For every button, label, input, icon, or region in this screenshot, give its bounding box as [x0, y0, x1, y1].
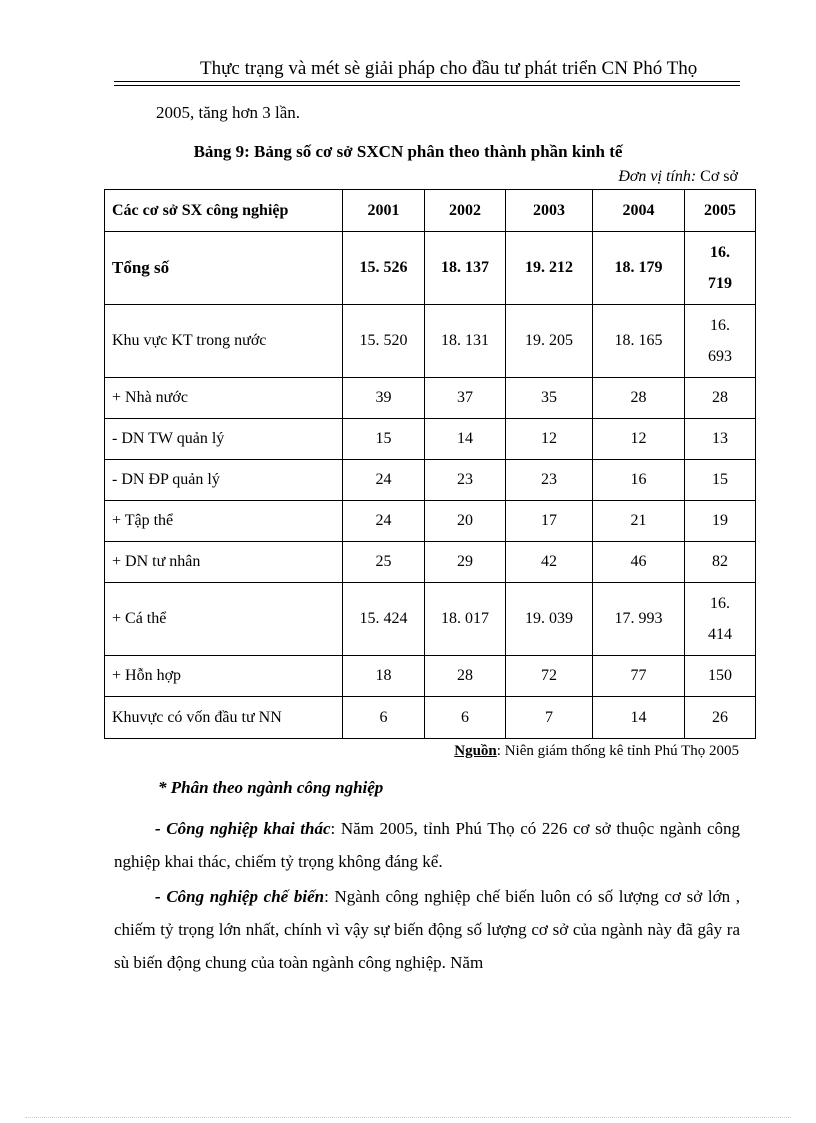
row-label: Tổng số — [105, 232, 343, 305]
source-text: : Niên giám thống kê tỉnh Phú Thọ 2005 — [496, 743, 739, 759]
table-cell: 23 — [425, 460, 506, 501]
unit-note — [618, 168, 738, 186]
table-cell: 15 — [343, 419, 425, 460]
table-cell: 18. 137 — [425, 232, 506, 305]
table-cell: 18 — [343, 656, 425, 697]
table-cell: 15 — [685, 460, 756, 501]
table-cell: 18. 017 — [425, 583, 506, 656]
table-cell: 12 — [506, 419, 593, 460]
table-source — [454, 743, 739, 760]
table-cell: 28 — [593, 378, 685, 419]
table-cell: 42 — [506, 542, 593, 583]
cell-line: 414 — [708, 626, 732, 643]
intro-text: 2005, tăng hơn 3 lần. — [156, 103, 301, 122]
table-row — [105, 656, 756, 697]
row-label: + Nhà nước — [105, 378, 343, 419]
running-header: Thực trạng và mét sè giải pháp cho đầu tư phát triển CN Phó Thọ — [200, 58, 698, 79]
column-header: 2003 — [506, 190, 593, 232]
table-cell: 18. 165 — [593, 305, 685, 378]
unit-value: Cơ sở — [696, 168, 738, 185]
table-row — [105, 460, 756, 501]
row-label: + Tập thể — [105, 501, 343, 542]
unit-label: Đơn vị tính: — [618, 168, 697, 185]
table-cell: 28 — [425, 656, 506, 697]
table-cell: 82 — [685, 542, 756, 583]
column-header: 2004 — [593, 190, 685, 232]
table-row — [105, 232, 756, 305]
table-cell-split — [685, 232, 756, 305]
table-cell: 21 — [593, 501, 685, 542]
indent — [114, 819, 155, 838]
row-label: Khu vực KT trong nước — [105, 305, 343, 378]
column-header: 2002 — [425, 190, 506, 232]
table-cell: 23 — [506, 460, 593, 501]
paragraph-lead: - Công nghiệp chế biến — [155, 887, 325, 906]
table-cell: 28 — [685, 378, 756, 419]
column-header: 2005 — [685, 190, 756, 232]
page-bottom-border — [25, 1117, 791, 1118]
table-row — [105, 378, 756, 419]
table-cell: 17 — [506, 501, 593, 542]
table-cell: 46 — [593, 542, 685, 583]
table-cell: 24 — [343, 501, 425, 542]
table-cell: 18. 179 — [593, 232, 685, 305]
table-row — [105, 697, 756, 739]
data-table — [104, 189, 756, 739]
table-cell: 15. 424 — [343, 583, 425, 656]
table-cell: 17. 993 — [593, 583, 685, 656]
table-cell-split — [685, 583, 756, 656]
table-row — [105, 583, 756, 656]
row-label: + Cá thể — [105, 583, 343, 656]
table-row — [105, 419, 756, 460]
paragraph-mining — [114, 812, 740, 878]
paragraph-text: : Năm 2005, tỉnh Phú Thọ có 226 cơ sở thuộc ngành công nghiệp khai thác, chiếm tỷ trọng không đáng kể. — [114, 819, 740, 871]
table-cell: 13 — [685, 419, 756, 460]
paragraph-lead: - Công nghiệp khai thác — [155, 819, 331, 838]
table-cell: 15. 520 — [343, 305, 425, 378]
row-label: + Hỗn hợp — [105, 656, 343, 697]
table-cell: 150 — [685, 656, 756, 697]
table-cell: 16 — [593, 460, 685, 501]
indent — [114, 887, 155, 906]
table-cell: 25 — [343, 542, 425, 583]
paragraph-text: : Ngành công nghiệp chế biến luôn có số lượng cơ sở lớn , chiếm tỷ trọng lớn nhất, chính vì vậy sự biến động số lượng cơ sở của ngành này đã gây ra sù biến động chung của toàn ngành công nghiệp. Năm — [114, 887, 741, 972]
table-cell: 14 — [593, 697, 685, 739]
table-cell: 19. 212 — [506, 232, 593, 305]
table-cell: 18. 131 — [425, 305, 506, 378]
cell-line: 693 — [708, 348, 732, 365]
table-cell: 26 — [685, 697, 756, 739]
table-cell: 77 — [593, 656, 685, 697]
row-label: - DN ĐP quản lý — [105, 460, 343, 501]
table-cell-split — [685, 305, 756, 378]
table-header-row — [105, 190, 756, 232]
table-cell: 39 — [343, 378, 425, 419]
table-cell: 6 — [425, 697, 506, 739]
header-rule — [114, 81, 740, 82]
cell-line: 16. — [710, 244, 730, 261]
cell-line: 719 — [708, 275, 732, 292]
table-cell: 19. 039 — [506, 583, 593, 656]
table-cell: 37 — [425, 378, 506, 419]
table-cell: 72 — [506, 656, 593, 697]
table-cell: 6 — [343, 697, 425, 739]
row-label: Khuvực có vốn đầu tư NN — [105, 697, 343, 739]
column-header: 2001 — [343, 190, 425, 232]
table-caption: Bảng 9: Bảng số cơ sở SXCN phân theo thành phần kinh tế — [193, 142, 623, 161]
cell-line: 16. — [710, 317, 730, 334]
table-row — [105, 542, 756, 583]
table-cell: 29 — [425, 542, 506, 583]
table-cell: 24 — [343, 460, 425, 501]
table-cell: 19. 205 — [506, 305, 593, 378]
table-row — [105, 501, 756, 542]
cell-line: 16. — [710, 595, 730, 612]
table-cell: 35 — [506, 378, 593, 419]
table-cell: 7 — [506, 697, 593, 739]
row-label: + DN tư nhân — [105, 542, 343, 583]
table-cell: 19 — [685, 501, 756, 542]
header-rule-thin — [114, 85, 740, 86]
row-label: - DN TW quản lý — [105, 419, 343, 460]
paragraph-processing — [114, 880, 740, 979]
table-cell: 20 — [425, 501, 506, 542]
table-cell: 15. 526 — [343, 232, 425, 305]
column-header: Các cơ sở SX công nghiệp — [105, 190, 343, 232]
section-heading: * Phân theo ngành công nghiệp — [158, 778, 384, 797]
table-row — [105, 305, 756, 378]
source-label: Nguồn — [454, 743, 497, 759]
table-cell: 12 — [593, 419, 685, 460]
table-cell: 14 — [425, 419, 506, 460]
